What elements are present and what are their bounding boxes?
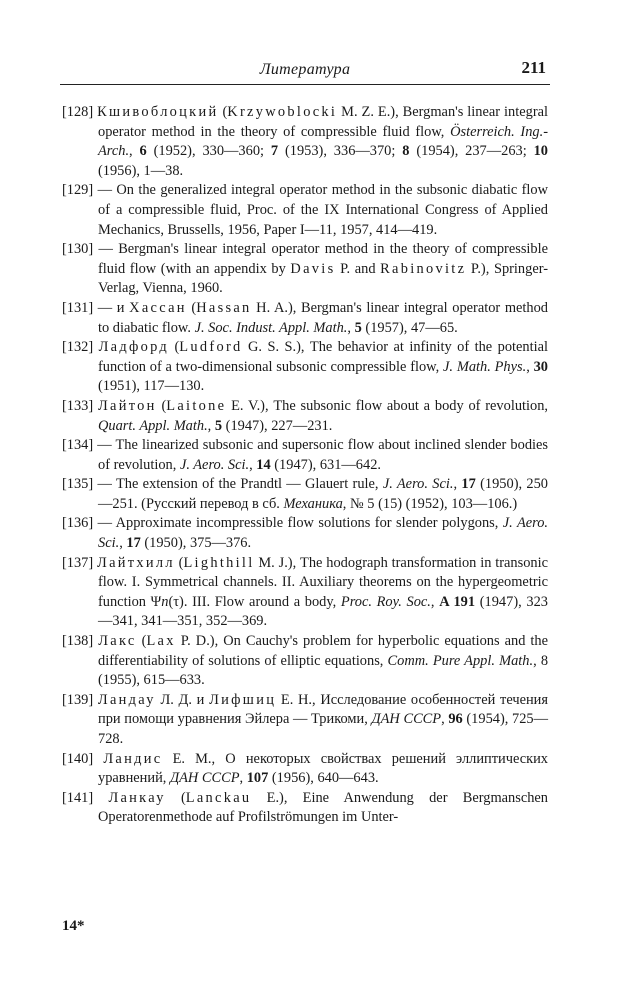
reference-text: [132] xyxy=(62,339,99,356)
reference-text: 17 xyxy=(461,476,476,493)
reference-text: J. Soc. Indust. Appl. Math. xyxy=(194,319,348,336)
reference-text: Österreich. Ing.-Arch. xyxy=(98,123,548,160)
reference-text: , 8 (1955), 615—633. xyxy=(98,652,549,689)
reference-text: Л. Д. и xyxy=(155,691,210,708)
reference-text: (1956), 1—38. xyxy=(98,162,184,179)
reference-text: Лайтхилл xyxy=(97,554,175,571)
reference-text: H. A.), Bergman's linear integral operator method to diabatic flow. xyxy=(98,299,549,336)
reference-text: ( xyxy=(218,104,228,120)
reference-text: Davis xyxy=(290,260,336,277)
reference-text: (1956), 640—643. xyxy=(268,770,379,787)
reference-text: , xyxy=(207,417,215,434)
reference-text: ( xyxy=(174,554,184,571)
reference-entry xyxy=(62,103,548,181)
reference-text: 5 xyxy=(354,319,362,336)
reference-text: 107 xyxy=(246,770,269,787)
reference-text: Хассан xyxy=(129,299,187,316)
reference-text: P.), Springer-Verlag, Vienna, 1960. xyxy=(98,260,549,297)
reference-text: Rabinovitz xyxy=(380,260,467,277)
reference-text: J. Math. Phys. xyxy=(443,358,527,375)
reference-text: 96 xyxy=(448,711,463,728)
reference-text: [136] — Approximate incompressible flow solutions for slender polygons, xyxy=(62,515,503,532)
reference-text: , xyxy=(119,535,127,552)
reference-entry xyxy=(62,554,548,632)
reference-text: [135] — The extension of the Prandtl — Glauert rule, xyxy=(62,476,383,493)
reference-text: , xyxy=(526,358,534,375)
reference-list xyxy=(62,103,548,828)
reference-text: 10 xyxy=(533,143,548,160)
signature-mark: 14* xyxy=(62,918,85,934)
reference-text: Hassan xyxy=(196,299,252,316)
reference-text: , xyxy=(453,476,462,493)
reference-text: Comm. Pure Appl. Math. xyxy=(387,652,534,669)
reference-text: [141] xyxy=(62,789,109,806)
reference-text: J. Aero. Sci. xyxy=(179,456,250,473)
reference-text: (1954), 237—263; xyxy=(409,143,534,160)
reference-text: Lanckau xyxy=(185,789,252,806)
reference-text: Кшивоблоцкий xyxy=(97,104,219,120)
reference-text: , xyxy=(347,319,355,336)
reference-text: Ладфорд xyxy=(98,339,170,356)
reference-text: Ланкау xyxy=(108,789,166,806)
reference-text: (1957), 47—65. xyxy=(361,319,458,336)
reference-text: [138] xyxy=(62,633,99,650)
reference-entry xyxy=(62,397,548,436)
reference-text: J. Aero. Sci. xyxy=(98,515,548,552)
page-number: 211 xyxy=(521,58,546,77)
reference-text: [129] — On the generalized integral operator method in the subsonic diabatic flow of a compressible fluid, Proc. of the IX International Congress of Applied Mechanics, Brussells, 1956, Paper I—11, 1957, 414—419. xyxy=(62,182,548,238)
reference-entry xyxy=(62,475,548,514)
reference-entry xyxy=(62,181,548,240)
reference-text: ( xyxy=(156,397,167,414)
reference-text: E.), Eine Anwendung der Bergmanschen Operatorenmethode auf Profilströmungen im Unter- xyxy=(98,789,548,826)
reference-text: Механика xyxy=(283,495,343,512)
reference-text: Лакс xyxy=(98,633,137,650)
running-title: Литература xyxy=(259,61,351,78)
reference-text: 8 xyxy=(402,143,410,160)
reference-text: , xyxy=(249,456,257,473)
reference-text: , xyxy=(441,711,449,728)
reference-text: [140] xyxy=(62,750,104,767)
reference-text: ДАН СССР xyxy=(371,711,442,728)
reference-text: [133] xyxy=(62,397,98,414)
reference-text: (τ). III. Flow around a body, xyxy=(168,593,341,610)
reference-text: ( xyxy=(186,299,197,316)
reference-text: (1951), 117—130. xyxy=(98,378,205,395)
reference-text: , xyxy=(239,770,247,787)
reference-text: ( xyxy=(136,633,147,650)
reference-text: Krzywoblocki xyxy=(227,104,338,120)
reference-text: Лифшиц xyxy=(209,691,277,708)
reference-text: Proc. Roy. Soc. xyxy=(340,593,431,610)
reference-text: 6 xyxy=(139,143,147,160)
reference-text: Quart. Appl. Math. xyxy=(98,417,208,434)
reference-text: [139] xyxy=(62,691,98,708)
reference-text: [134] — The linearized subsonic and supersonic flow about inclined slender bodies of revolution, xyxy=(62,437,548,473)
reference-text: [137] xyxy=(62,554,98,571)
reference-text: , xyxy=(129,143,140,160)
reference-text: n xyxy=(161,593,169,610)
reference-text: (1950), 250—251. (Русский перевод в сб. xyxy=(98,476,549,512)
reference-text: 30 xyxy=(533,358,548,375)
reference-entry xyxy=(62,632,548,691)
reference-text: Laitone xyxy=(166,397,227,414)
reference-text: Е. М., О некоторых свойствах решений эллиптических уравнений, xyxy=(98,750,548,787)
reference-text: [128] xyxy=(62,104,98,120)
reference-text: ( xyxy=(169,339,180,356)
reference-text: (1947), 631—642. xyxy=(270,456,381,473)
reference-entry xyxy=(62,299,548,338)
reference-text: Lax xyxy=(146,633,176,650)
reference-text: Ludford xyxy=(179,339,243,356)
reference-text: ( xyxy=(165,789,186,806)
reference-entry xyxy=(62,514,548,553)
reference-text: (1950), 375—376. xyxy=(140,535,252,552)
reference-text: E. V.), The subsonic flow about a body of revolution, xyxy=(226,397,549,414)
reference-text: ДАН СССР xyxy=(169,770,240,787)
reference-text: [131] — и xyxy=(62,299,130,316)
reference-text: Е. Н., Исследование особенностей течения при помощи уравнения Эйлера — Трикоми, xyxy=(98,691,548,728)
reference-text: Lighthill xyxy=(183,554,255,571)
reference-text: A 191 xyxy=(439,593,476,610)
reference-text: (1953), 336—370; xyxy=(278,143,403,160)
reference-text: 7 xyxy=(270,143,279,160)
reference-text: 17 xyxy=(126,535,141,552)
reference-text: G. S. S.), The behavior at infinity of the potential function of a two-dimensional subsonic compressible flow, xyxy=(98,339,548,375)
reference-text: M. Z. E.), Bergman's linear integral operator method in the theory of compressible fluid flow, xyxy=(98,104,548,140)
reference-text: (1954), 725—728. xyxy=(98,711,548,747)
reference-text: (1947), 227—231. xyxy=(222,417,333,434)
reference-entry xyxy=(62,436,548,475)
reference-text: (1947), 323—341, 341—351, 352—369. xyxy=(98,593,548,630)
running-header xyxy=(60,58,550,85)
reference-text: Лайтон xyxy=(97,397,157,414)
reference-text: M. J.), The hodograph transformation in transonic flow. I. Symmetrical channels. II. Auxiliary theorems on the hypergeometric function Ψ xyxy=(98,554,548,610)
reference-text: J. Aero. Sci. xyxy=(382,476,454,493)
reference-entry xyxy=(62,691,548,750)
reference-text: 5 xyxy=(214,417,223,434)
reference-entry xyxy=(62,338,548,397)
reference-text: [130] — Bergman's linear integral operator method in the theory of compressible fluid flow (with an appendix by xyxy=(62,241,548,277)
reference-text: 14 xyxy=(256,456,271,473)
reference-text: Ландау xyxy=(97,691,156,708)
reference-entry xyxy=(62,240,548,299)
reference-entry xyxy=(62,750,548,789)
reference-text: Ландис xyxy=(103,750,163,767)
reference-entry xyxy=(62,789,548,828)
reference-text: , № 5 (15) (1952), 103—106.) xyxy=(342,495,518,512)
reference-text: P. D.), On Cauchy's problem for hyperbolic equations and the differentiability of solutions of elliptic equations, xyxy=(98,633,549,669)
reference-text: , xyxy=(430,593,440,610)
reference-text: (1952), 330—360; xyxy=(146,143,271,160)
reference-text: P. and xyxy=(335,260,381,277)
